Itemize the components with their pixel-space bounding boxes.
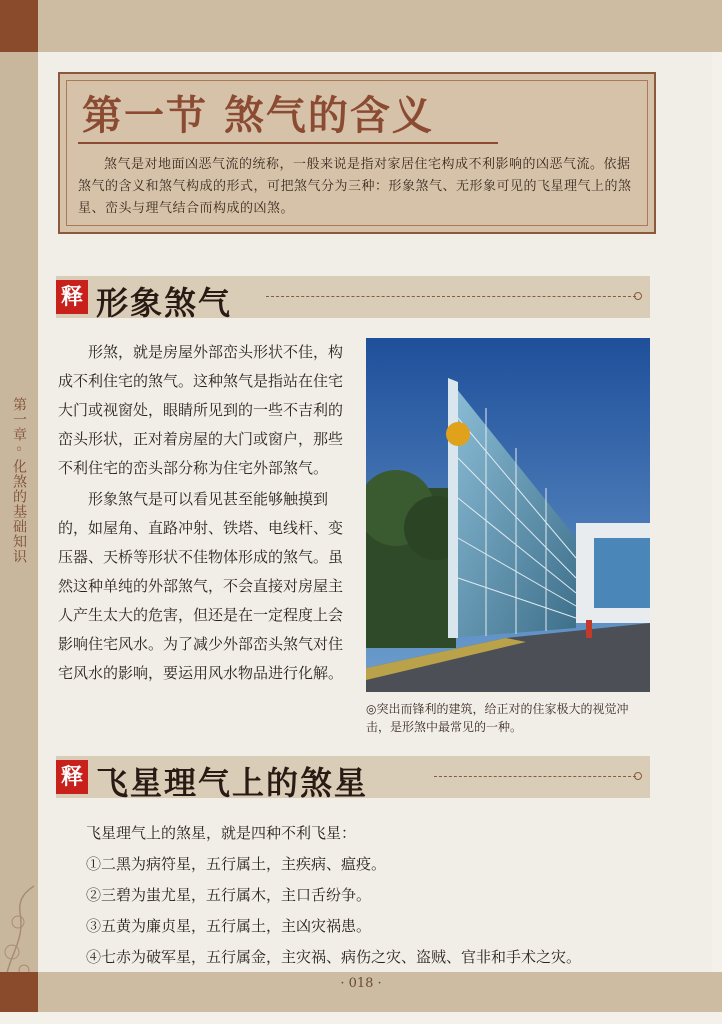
paragraph: 形煞，就是房屋外部峦头形状不佳，构成不利住宅的煞气。这种煞气是指站在住宅大门或视窗处，眼睛所见到的一些不吉利的峦头形状，正对着房屋的大门或窗户，那些不利住宅的峦头部分称为住宅外部煞气。 bbox=[58, 343, 344, 477]
paragraph: 形象煞气是可以看见甚至能够触摸到的，如屋角、直路冲射、铁塔、电线杆、变压器、天桥等形状不佳物体形成的煞气。虽然这种单纯的外部煞气，不会直接对房屋主人产生太大的危害，但还是在一定程度上会影响住宅风水。为了减少外部峦头煞气对住宅风水的影响，要运用风水物品进行化解。 bbox=[58, 490, 344, 682]
section-header-feixing bbox=[56, 756, 650, 802]
header-line-end-icon bbox=[634, 772, 642, 780]
list-item: ③五黄为廉贞星，五行属土，主凶灾祸患。 bbox=[86, 917, 372, 935]
page-number: · 018 · bbox=[340, 976, 382, 991]
page-title: 第一节 煞气的含义 bbox=[82, 93, 434, 139]
top-corner-block bbox=[0, 0, 38, 52]
flying-star-list bbox=[86, 818, 656, 973]
section-intro-box bbox=[58, 72, 656, 234]
photo-caption: ◎突出而锋利的建筑，给正对的住家极大的视觉冲击，是形煞中最常见的一种。 bbox=[366, 702, 629, 734]
section1-body bbox=[58, 338, 356, 688]
list-item: ④七赤为破军星，五行属金，主灾祸、病伤之灾、盗贼、官非和手术之灾。 bbox=[86, 948, 582, 966]
left-spine bbox=[0, 52, 38, 978]
section-title: 飞星理气上的煞星 bbox=[96, 764, 369, 802]
building-photo bbox=[366, 338, 650, 692]
list-intro: 飞星理气上的煞星，就是四种不利飞星： bbox=[86, 824, 357, 842]
intro-paragraph: 煞气是对地面凶恶气流的统称，一般来说是指对家居住宅构成不利影响的凶恶气流。依据煞气的含义和煞气构成的形式，可把煞气分为三种：形象煞气、无形象可见的飞星理气上的煞星、峦头与理气结合而构成的凶煞。 bbox=[78, 157, 632, 216]
building-photo-image bbox=[366, 338, 650, 692]
header-dashed-line bbox=[434, 776, 636, 777]
title-underline bbox=[78, 142, 498, 144]
section-title: 形象煞气 bbox=[96, 284, 233, 322]
header-line-end-icon bbox=[634, 292, 642, 300]
top-border-band bbox=[0, 0, 722, 52]
list-item: ②三碧为蚩尤星，五行属木，主口舌纷争。 bbox=[86, 886, 372, 904]
list-item: ①二黑为病符星，五行属土，主疾病、瘟疫。 bbox=[86, 855, 387, 873]
section-badge: 释 bbox=[56, 760, 88, 794]
chapter-spine-label: 第一章◦化煞的基础知识 bbox=[11, 397, 27, 564]
section-badge: 释 bbox=[56, 280, 88, 314]
section-header-xingxiang bbox=[56, 276, 650, 322]
header-dashed-line bbox=[266, 296, 636, 297]
